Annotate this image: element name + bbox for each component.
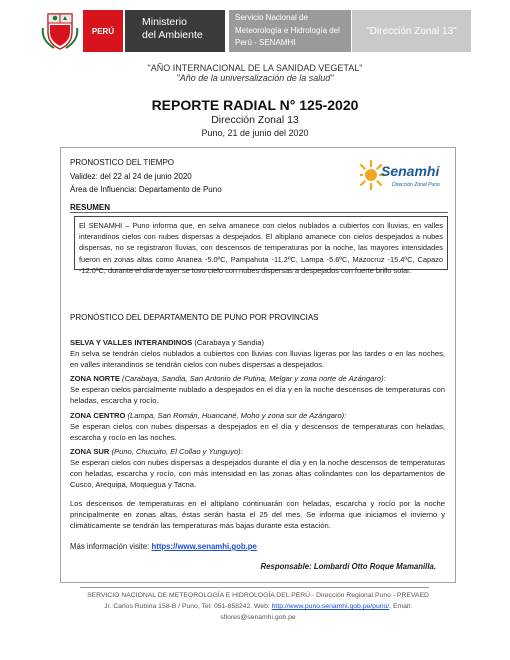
centro-heading: ZONA CENTRO <box>70 411 126 420</box>
senamhi-line3: Perú - SENAMHI <box>235 38 296 47</box>
footer-address: Jr. Carlos Rubina 158-B / Puno, Tel: 051-858242. Web: <box>104 603 270 610</box>
peru-label: PERÚ <box>83 10 123 52</box>
summary-rule <box>70 212 448 213</box>
summary-heading: RESUMEN <box>70 203 111 212</box>
sur-text: Se esperan cielos con nubes dispersas a despejados durante el día y en la noche descensos de temperaturas con heladas, escarcha y rocío, con más intensidad en las zonas altas colindantes con los departamentos de Cusco, Arequipa, Moquegua y Tacna. <box>70 458 445 490</box>
selva-section <box>70 337 445 370</box>
ministry-line2: del Ambiente <box>142 29 203 41</box>
more-info-label: Más información visite: <box>70 542 150 551</box>
forecast-area: Área de Influencia: Departamento de Puno <box>70 185 222 194</box>
norte-heading: ZONA NORTE <box>70 374 120 383</box>
forecast-validity: Validez: del 22 al 24 de junio 2020 <box>70 172 192 181</box>
senamhi-logo-word: Senamhi <box>381 163 440 179</box>
centro-text: Se esperan cielos con nubes dispersas a despejados en el día y descensos de temperaturas con heladas, escarcha y rocío en las noches. <box>70 422 445 443</box>
sur-provinces: (Puno, Chucuito, El Collao y Yunguyo): <box>111 447 243 456</box>
forecast-heading: PRONOSTICO DEL TIEMPO <box>70 158 175 167</box>
selva-heading: SELVA Y VALLES INTERANDINOS <box>70 338 193 347</box>
zone-banner: "Dirección Zonal 13" <box>352 10 471 52</box>
report-subtitle: Dirección Zonal 13 <box>211 114 299 126</box>
peru-coat-of-arms-icon <box>40 10 80 52</box>
year-title: "AÑO INTERNACIONAL DE LA SANIDAD VEGETAL" <box>147 63 363 73</box>
footer-line1: SERVICIO NACIONAL DE METEOROLOGÍA E HIDROLOGÍA DEL PERÚ - Dirección Regional Puno - PREVAED <box>87 592 429 599</box>
footer-line2 <box>60 601 456 612</box>
sur-section <box>70 446 445 490</box>
footer-rule <box>80 587 429 588</box>
footer-web-link[interactable]: http://www.puno.senamhi.gob.pe/puno/ <box>271 603 390 610</box>
summary-text: El SENAMHI – Puno informa que, en selva amanece con cielos nublados a cubiertos con lluvias, en valles interandinos cielos con nubes dispersas a despejados. El altiplano amanece con cielos despejados a nubes dispersas, no se registraron lluvias, con descensos de temperaturas por la noche, las mayores intensidades fueron en zonas altas como Ananea -5.0ºC, Pampahuta -11.2ºC, Lampa -5.6ºC, Mazocruz -15.4ºC, Capazo -12.0ºC, durante el día de ayer se tuvo cielo con nubes dispersas a despejados con fuerte brillo solar. <box>74 216 448 270</box>
norte-text: Se esperan cielos parcialmente nublado a despejados en el día y en la noche descensos de temperaturas con heladas, escarcha y rocío. <box>70 385 445 406</box>
responsible: Responsable: Lombardi Otto Roque Mamanilla. <box>260 562 436 571</box>
footer-email-label: , Email: <box>389 603 412 610</box>
selva-text: En selva se tendrán cielos nublados a cubiertos con lluvias con lluvias ligeras por las tardes o en las noches, en valles interandinos se tendrán cielos con nubes dispersas a despejados. <box>70 349 445 370</box>
more-info-link[interactable]: https://www.senamhi.gob.pe <box>151 542 257 551</box>
centro-provinces: (Lampa, San Román, Huancané, Moho y zona sur de Azángaro): <box>127 411 347 420</box>
sur-heading: ZONA SUR <box>70 447 110 456</box>
norte-provinces: (Carabaya, Sandia, San Antonio de Putina, Melgar y zona norte de Azángaro): <box>122 374 386 383</box>
extra-text: Los descensos de temperaturas en el altiplano continuarán con heladas, escarcha y rocío por la noche principalmente en zonas altas, éstas serán hasta el 25 del mes. Se informa que iniciamos el invierno y climáticamente se tendrán las temperaturas más bajas durante esta estación. <box>70 499 445 531</box>
selva-provinces: (Carabaya y Sandia) <box>194 338 264 347</box>
norte-section <box>70 373 445 406</box>
senamhi-banner <box>229 10 351 52</box>
senamhi-logo-sub: Dirección Zonal Puno <box>392 182 440 188</box>
centro-section <box>70 410 445 443</box>
more-info <box>70 542 257 551</box>
ministry-line1: Ministerio <box>142 16 187 28</box>
senamhi-line1: Servicio Nacional de <box>235 13 308 22</box>
senamhi-line2: Meteorología e Hidrología del <box>235 25 340 35</box>
footer-email[interactable]: sflores@senamhi.gob.pe <box>220 614 296 621</box>
year-motto: "Año de la universalización de la salud" <box>176 73 334 83</box>
report-place-date: Puno, 21 de junio del 2020 <box>201 128 309 138</box>
provinces-heading: PRONÓSTICO DEL DEPARTAMENTO DE PUNO POR PROVINCIAS <box>70 313 319 322</box>
report-title: REPORTE RADIAL N° 125-2020 <box>151 97 359 113</box>
ministry-banner <box>125 10 225 52</box>
